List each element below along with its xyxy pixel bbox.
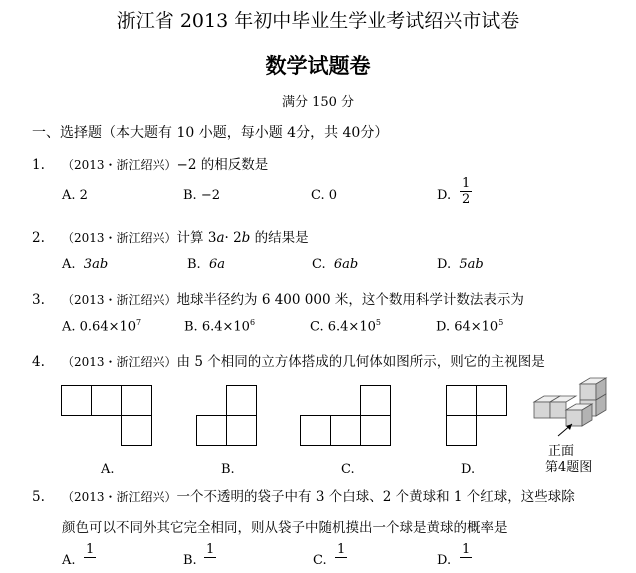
q5-option-d: D. [437, 553, 452, 568]
q1-option-a: A. 2 [62, 188, 88, 203]
question-source: （2013・浙江绍兴） [62, 231, 177, 245]
question-text: 地球半径约为 6 400 000 米，这个数用科学计数法表示为 [176, 292, 524, 308]
q4-cube-figure [528, 376, 632, 442]
question-text-suffix: 的结果是 [250, 230, 309, 246]
variable-a: a [216, 230, 225, 246]
question-text-mid: · 2 [224, 230, 242, 246]
question-text-line1: 一个不透明的袋子中有 3 个白球、2 个黄球和 1 个红球，这些球除 [176, 489, 575, 505]
question-number: 5. [32, 489, 45, 505]
full-score: 满分 150 分 [281, 95, 355, 110]
q4-option-d: D. [461, 462, 476, 477]
question-text: 由 5 个相同的立方体搭成的几何体如图所示，则它的主视图是 [176, 354, 545, 370]
question-5-line2: 颜色可以不同外其它完全相同，则从袋子中随机摸出一个球是黄球的概率是 [62, 520, 508, 536]
q1-option-b: B. −2 [183, 188, 220, 203]
q4-option-c: C. [341, 462, 355, 477]
q4-figure-b [196, 385, 258, 447]
q1-option-d-fraction [460, 176, 472, 207]
q2-option-d: D. 5ab [437, 257, 484, 272]
question-number: 1. [32, 157, 45, 173]
q5-option-d-fraction: 1 [462, 542, 471, 557]
q5-option-b-fraction: 1 [206, 542, 215, 557]
q3-option-d: D. $64\times 10^5$ [436, 318, 504, 335]
q3-option-c: C. $6.4\times 10^5$ [310, 318, 381, 335]
question-source: （2013・浙江绍兴） [62, 158, 177, 172]
question-source: （2013・浙江绍兴） [62, 355, 177, 369]
question-number: 4. [32, 354, 45, 370]
question-text-prefix: 计算 3 [176, 230, 217, 246]
question-4 [32, 350, 545, 370]
fraction-denominator: 2 [462, 192, 471, 207]
q3-option-b: B. $6.4\times 10^6$ [184, 318, 256, 335]
question-number: 2. [32, 230, 45, 246]
q5-option-a: A. [62, 553, 76, 568]
figure-caption: 第4题图 [545, 460, 593, 475]
fraction-numerator: 1 [462, 176, 471, 191]
front-view-label: 正面 [548, 444, 575, 459]
q5-option-c-fraction: 1 [337, 542, 346, 557]
q3-option-a: A. $0.64\times 10^7$ [62, 318, 142, 335]
q5-option-c: C. [313, 553, 327, 568]
question-3 [32, 288, 524, 308]
q4-option-a: A. [101, 462, 115, 477]
question-5 [32, 485, 575, 505]
variable-b: b [241, 230, 251, 246]
question-1 [32, 153, 268, 173]
q4-figure-c [300, 385, 392, 447]
q2-option-a: A. 3ab [62, 257, 109, 272]
q2-option-c: C. 6ab [312, 257, 359, 272]
question-source: （2013・浙江绍兴） [62, 293, 177, 307]
q4-option-b: B. [221, 462, 235, 477]
q5-option-a-fraction: 1 [86, 542, 95, 557]
exam-title: 浙江省 2013 年初中毕业生学业考试绍兴市试卷 [116, 10, 520, 32]
question-source: （2013・浙江绍兴） [62, 490, 177, 504]
question-number: 3. [32, 292, 45, 308]
q4-figure-d [446, 385, 508, 447]
q4-figure-a [61, 385, 153, 447]
q1-option-d: D. [437, 188, 452, 203]
question-2 [32, 226, 309, 246]
q2-option-b: B. 6a [187, 257, 225, 272]
question-text: −2 的相反数是 [176, 157, 269, 173]
section-heading: 一、选择题（本大题有 10 小题，每小题 4分，共 40分） [32, 125, 389, 141]
q5-option-b: B. [183, 553, 197, 568]
exam-subtitle: 数学试题卷 [265, 53, 371, 78]
q1-option-c: C. 0 [311, 188, 338, 203]
